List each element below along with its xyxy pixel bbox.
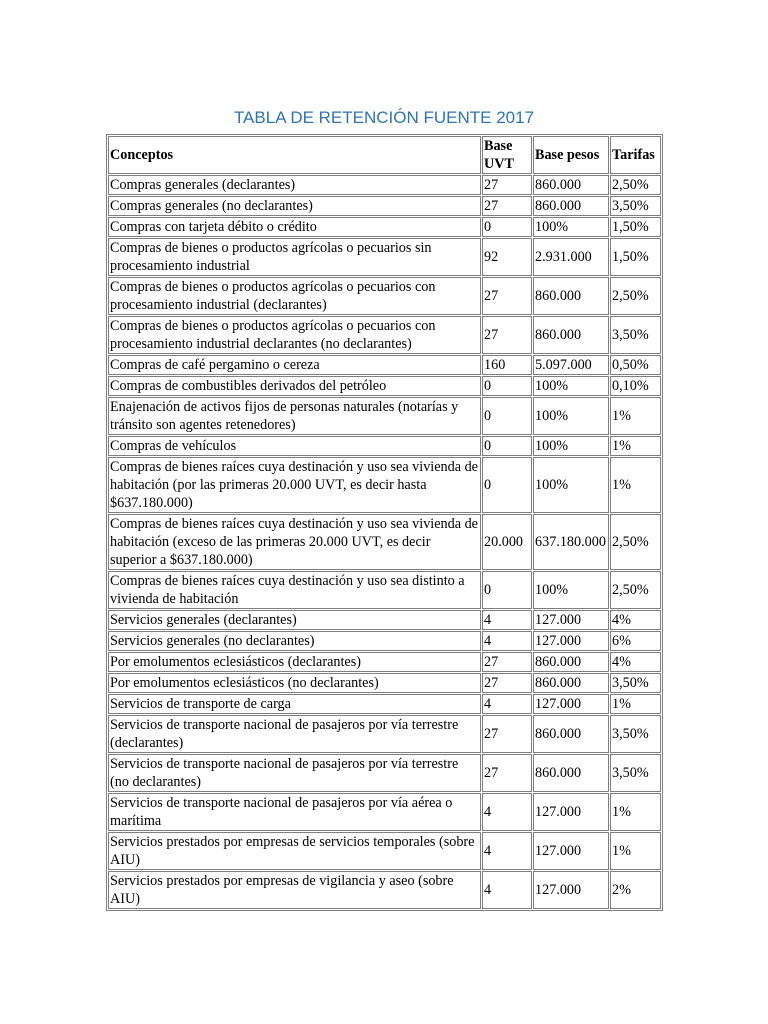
table-row: [108, 316, 661, 354]
cell-base-pesos: 860.000: [533, 196, 609, 216]
table-row: [108, 397, 661, 435]
cell-concepto: Compras con tarjeta débito o crédito: [108, 217, 481, 237]
table-row: [108, 754, 661, 792]
header-conceptos: Conceptos: [108, 136, 481, 174]
cell-base-pesos: 100%: [533, 217, 609, 237]
cell-base-pesos: 860.000: [533, 277, 609, 315]
cell-base-uvt: 27: [482, 277, 532, 315]
table-row: [108, 871, 661, 909]
table-row: [108, 238, 661, 276]
retention-table: [106, 134, 663, 911]
table-row: [108, 793, 661, 831]
cell-concepto: Servicios prestados por empresas de servicios temporales (sobre AIU): [108, 832, 481, 870]
cell-base-uvt: 27: [482, 715, 532, 753]
cell-base-pesos: 860.000: [533, 715, 609, 753]
cell-concepto: Enajenación de activos fijos de personas naturales (notarías y tránsito son agentes retenedores): [108, 397, 481, 435]
cell-tarifa: 1%: [610, 793, 661, 831]
cell-base-uvt: 4: [482, 610, 532, 630]
cell-base-uvt: 0: [482, 571, 532, 609]
cell-base-pesos: 637.180.000: [533, 514, 609, 570]
cell-tarifa: 3,50%: [610, 754, 661, 792]
cell-base-pesos: 860.000: [533, 652, 609, 672]
cell-base-uvt: 0: [482, 457, 532, 513]
cell-tarifa: 2,50%: [610, 571, 661, 609]
cell-tarifa: 2,50%: [610, 514, 661, 570]
cell-base-pesos: 127.000: [533, 832, 609, 870]
cell-base-uvt: 27: [482, 754, 532, 792]
cell-base-pesos: 100%: [533, 571, 609, 609]
cell-base-pesos: 2.931.000: [533, 238, 609, 276]
cell-base-uvt: 27: [482, 652, 532, 672]
cell-base-pesos: 860.000: [533, 754, 609, 792]
cell-base-uvt: 4: [482, 631, 532, 651]
cell-base-uvt: 27: [482, 673, 532, 693]
table-row: [108, 217, 661, 237]
cell-concepto: Compras de bienes raíces cuya destinación y uso sea vivienda de habitación (exceso de las primeras 20.000 UVT, es decir superior a $637.180.000): [108, 514, 481, 570]
cell-base-uvt: 0: [482, 376, 532, 396]
cell-base-uvt: 4: [482, 793, 532, 831]
cell-concepto: Compras de bienes raíces cuya destinación y uso sea vivienda de habitación (por las primeras 20.000 UVT, es decir hasta $637.180.000): [108, 457, 481, 513]
header-base-pesos: Base pesos: [533, 136, 609, 174]
cell-tarifa: 1,50%: [610, 217, 661, 237]
cell-tarifa: 4%: [610, 610, 661, 630]
cell-tarifa: 0,50%: [610, 355, 661, 375]
table-row: [108, 610, 661, 630]
cell-tarifa: 3,50%: [610, 715, 661, 753]
cell-base-pesos: 100%: [533, 436, 609, 456]
cell-tarifa: 1,50%: [610, 238, 661, 276]
cell-base-uvt: 160: [482, 355, 532, 375]
table-row: [108, 571, 661, 609]
cell-tarifa: 3,50%: [610, 196, 661, 216]
cell-concepto: Servicios generales (declarantes): [108, 610, 481, 630]
table-row: [108, 652, 661, 672]
cell-tarifa: 2,50%: [610, 277, 661, 315]
cell-concepto: Compras generales (no declarantes): [108, 196, 481, 216]
cell-tarifa: 2,50%: [610, 175, 661, 195]
table-row: [108, 715, 661, 753]
cell-concepto: Servicios prestados por empresas de vigilancia y aseo (sobre AIU): [108, 871, 481, 909]
cell-tarifa: 1%: [610, 436, 661, 456]
table-row: [108, 436, 661, 456]
cell-base-uvt: 0: [482, 397, 532, 435]
table-row: [108, 673, 661, 693]
cell-tarifa: 4%: [610, 652, 661, 672]
cell-tarifa: 6%: [610, 631, 661, 651]
cell-tarifa: 3,50%: [610, 316, 661, 354]
cell-concepto: Compras de bienes o productos agrícolas o pecuarios sin procesamiento industrial: [108, 238, 481, 276]
table-row: [108, 694, 661, 714]
cell-concepto: Compras de combustibles derivados del petróleo: [108, 376, 481, 396]
cell-tarifa: 0,10%: [610, 376, 661, 396]
table-header-row: [108, 136, 661, 174]
cell-base-pesos: 100%: [533, 457, 609, 513]
table-row: [108, 277, 661, 315]
cell-base-pesos: 127.000: [533, 694, 609, 714]
cell-concepto: Compras de bienes o productos agrícolas o pecuarios con procesamiento industrial (declarantes): [108, 277, 481, 315]
cell-concepto: Por emolumentos eclesiásticos (declarantes): [108, 652, 481, 672]
header-base-uvt: Base UVT: [482, 136, 532, 174]
cell-concepto: Por emolumentos eclesiásticos (no declarantes): [108, 673, 481, 693]
cell-concepto: Servicios generales (no declarantes): [108, 631, 481, 651]
cell-concepto: Compras de café pergamino o cereza: [108, 355, 481, 375]
table-row: [108, 175, 661, 195]
cell-base-uvt: 4: [482, 832, 532, 870]
cell-base-uvt: 92: [482, 238, 532, 276]
cell-base-pesos: 127.000: [533, 631, 609, 651]
cell-concepto: Compras de bienes o productos agrícolas o pecuarios con procesamiento industrial declarantes (no declarantes): [108, 316, 481, 354]
cell-concepto: Servicios de transporte nacional de pasajeros por vía aérea o marítima: [108, 793, 481, 831]
cell-base-pesos: 127.000: [533, 871, 609, 909]
cell-base-uvt: 27: [482, 316, 532, 354]
table-row: [108, 631, 661, 651]
cell-base-pesos: 5.097.000: [533, 355, 609, 375]
cell-tarifa: 3,50%: [610, 673, 661, 693]
table-row: [108, 514, 661, 570]
cell-tarifa: 1%: [610, 832, 661, 870]
cell-base-uvt: 0: [482, 436, 532, 456]
cell-concepto: Compras de vehículos: [108, 436, 481, 456]
cell-base-pesos: 127.000: [533, 793, 609, 831]
table-row: [108, 832, 661, 870]
table-body: [108, 175, 661, 909]
cell-concepto: Servicios de transporte de carga: [108, 694, 481, 714]
cell-concepto: Servicios de transporte nacional de pasajeros por vía terrestre (no declarantes): [108, 754, 481, 792]
cell-base-pesos: 127.000: [533, 610, 609, 630]
cell-base-uvt: 4: [482, 871, 532, 909]
cell-tarifa: 2%: [610, 871, 661, 909]
cell-concepto: Servicios de transporte nacional de pasajeros por vía terrestre (declarantes): [108, 715, 481, 753]
cell-concepto: Compras generales (declarantes): [108, 175, 481, 195]
cell-tarifa: 1%: [610, 397, 661, 435]
cell-base-uvt: 27: [482, 196, 532, 216]
cell-base-pesos: 860.000: [533, 673, 609, 693]
document-title: TABLA DE RETENCIÓN FUENTE 2017: [233, 108, 535, 127]
table-row: [108, 355, 661, 375]
cell-base-pesos: 100%: [533, 397, 609, 435]
table-row: [108, 196, 661, 216]
table-row: [108, 376, 661, 396]
cell-base-pesos: 860.000: [533, 316, 609, 354]
cell-concepto: Compras de bienes raíces cuya destinación y uso sea distinto a vivienda de habitación: [108, 571, 481, 609]
header-tarifas: Tarifas: [610, 136, 661, 174]
cell-base-uvt: 27: [482, 175, 532, 195]
cell-tarifa: 1%: [610, 694, 661, 714]
cell-base-uvt: 0: [482, 217, 532, 237]
table-row: [108, 457, 661, 513]
cell-base-pesos: 100%: [533, 376, 609, 396]
cell-base-uvt: 20.000: [482, 514, 532, 570]
cell-tarifa: 1%: [610, 457, 661, 513]
cell-base-pesos: 860.000: [533, 175, 609, 195]
cell-base-uvt: 4: [482, 694, 532, 714]
